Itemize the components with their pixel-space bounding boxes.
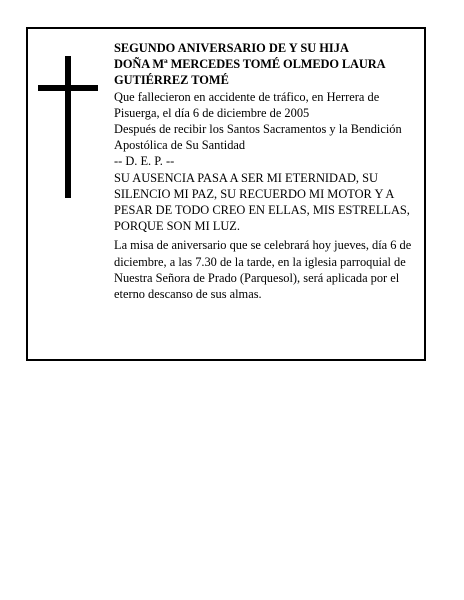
sacraments-line: Después de recibir los Santos Sacramentos y la Bendición Apostólica de Su Santidad — [114, 122, 402, 153]
notice-text — [114, 40, 426, 302]
mass-announcement: La misa de aniversario que se celebrará hoy jueves, día 6 de diciembre, a las 7.30 de la tarde, en la iglesia parroquial de Nuestra Señora de Prado (Parquesol), será aplicada por el eterno descanso de sus almas. — [114, 238, 412, 302]
rip-line: -- D. E. P. -- — [114, 154, 175, 169]
notice-heading-line-2: DOÑA Mª MERCEDES TOMÉ OLMEDO LAURA — [114, 57, 386, 72]
obituary-notice — [26, 27, 426, 361]
cross-vertical-bar — [65, 56, 71, 198]
cross-icon — [38, 56, 98, 198]
cross-horizontal-bar — [38, 85, 98, 91]
notice-heading-line-3: GUTIÉRREZ TOMÉ — [114, 73, 229, 88]
death-info: Que fallecieron en accidente de tráfico, en Herrera de Pisuerga, el día 6 de diciembre de 2005 — [114, 89, 380, 120]
memorial-quote: SU AUSENCIA PASA A SER MI ETERNIDAD, SU SILENCIO MI PAZ, SU RECUERDO MI MOTOR Y A PESAR DE TODO CREO EN ELLAS, MIS ESTRELLAS, PORQUE SON MI LUZ. — [114, 170, 410, 234]
notice-heading-line-1: SEGUNDO ANIVERSARIO DE Y SU HIJA — [114, 41, 349, 55]
